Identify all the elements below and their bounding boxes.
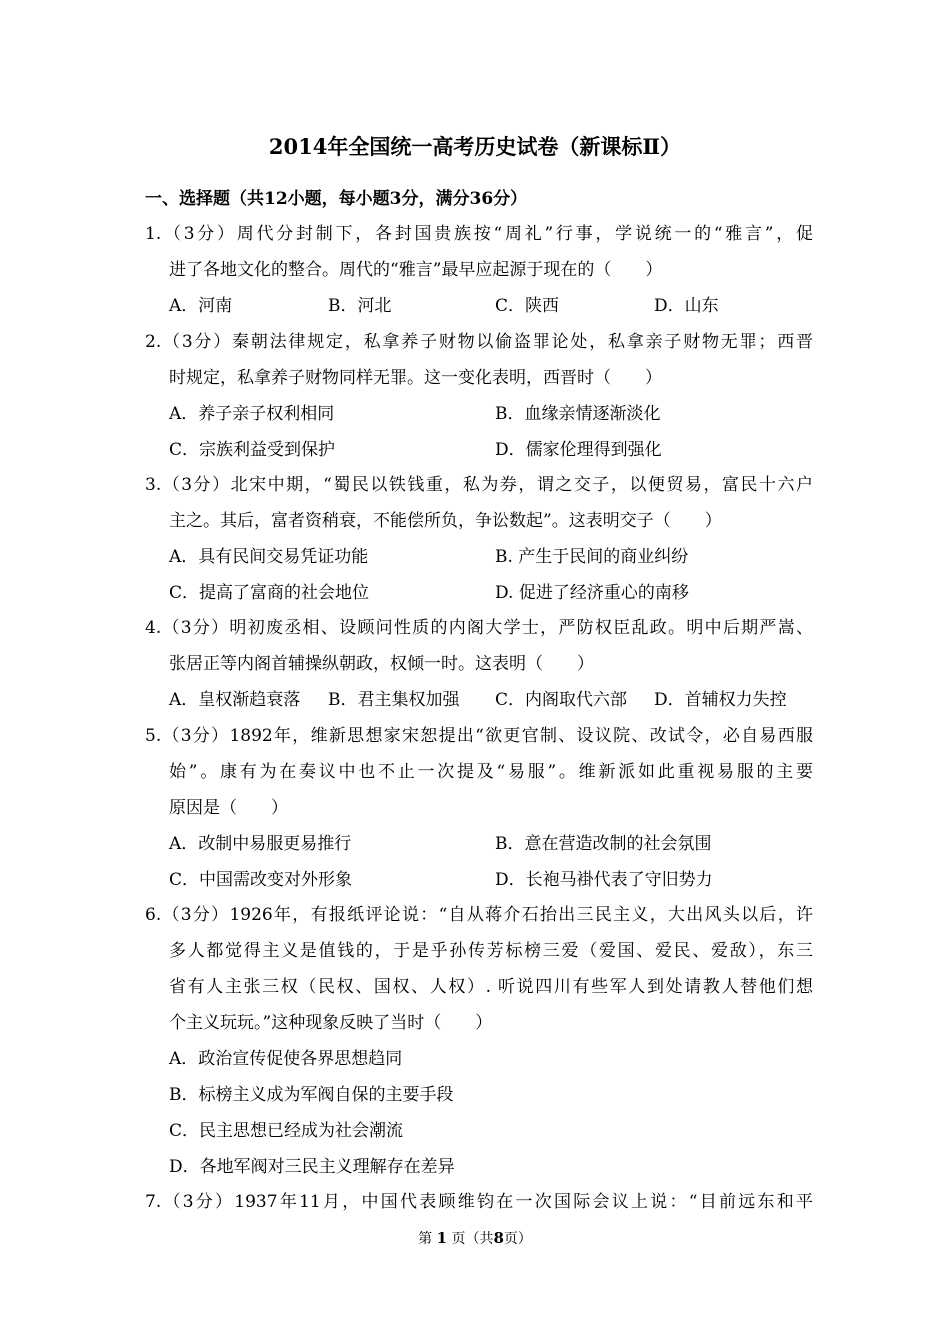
option-d: D．长袍马褂代表了守旧势力 xyxy=(495,870,713,890)
question-3 xyxy=(145,467,813,611)
question-stem-line: 主之。其后，富者资稍衰，不能偿所负，争讼数起”。这表明交子（ ） xyxy=(169,511,722,531)
question-1 xyxy=(145,216,813,324)
question-stem-line: 始”。康有为在奏议中也不止一次提及“易服”。维新派如此重视易服的主要 xyxy=(169,762,813,782)
option-d: D．各地军阀对三民主义理解存在差异 xyxy=(169,1157,455,1177)
option-c: C．提高了富商的社会地位 xyxy=(169,583,370,603)
question-2 xyxy=(145,324,813,468)
question-stem-line: 时规定，私拿养子财物同样无罪。这一变化表明，西晋时（ ） xyxy=(169,368,662,388)
question-stem-line: 4.（3分）明初废丞相、设顾问性质的内阁大学士，严防权臣乱政。明中后期严嵩、 xyxy=(145,618,813,638)
option-c: C．陕西 xyxy=(495,296,560,316)
options-row xyxy=(145,288,813,324)
option-d: D. 促进了经济重心的南移 xyxy=(495,583,689,603)
options-row xyxy=(145,682,813,718)
option-b: B．意在营造改制的社会氛围 xyxy=(495,834,712,854)
footer-middle: 页（共 xyxy=(451,1231,494,1247)
options-row xyxy=(145,575,813,611)
total-pages: 8 xyxy=(493,1229,504,1247)
question-stem-line: 进了各地文化的整合。周代的“雅言”最早应起源于现在的（ ） xyxy=(169,260,663,280)
option-b: B．河北 xyxy=(328,296,392,316)
options-row xyxy=(145,539,813,575)
option-b: B．血缘亲情逐渐淡化 xyxy=(495,404,661,424)
option-a: A．养子亲子权利相同 xyxy=(169,404,335,424)
option-b: B. 产生于民间的商业纠纷 xyxy=(495,547,689,567)
question-stem-line: 多人都觉得主义是值钱的，于是乎孙传芳标榜三爱（爱国、爱民、爱敌），东三 xyxy=(169,941,813,961)
option-c: C．宗族利益受到保护 xyxy=(169,440,336,460)
exam-title: 2014年全国统一高考历史试卷（新课标Ⅱ） xyxy=(268,134,682,159)
option-d: D．首辅权力失控 xyxy=(654,690,787,710)
option-d: D．山东 xyxy=(654,296,719,316)
options-row xyxy=(145,432,813,468)
option-c: C．内阁取代六部 xyxy=(495,690,628,710)
question-stem-line: 张居正等内阁首辅操纵朝政，权倾一时。这表明（ ） xyxy=(169,654,594,674)
footer-suffix: 页） xyxy=(503,1231,532,1247)
option-c: C．中国需改变对外形象 xyxy=(169,870,353,890)
options-row xyxy=(145,396,813,432)
question-stem-line: 原因是（ ） xyxy=(169,798,288,818)
question-stem-line: 省有人主张三权（民权、国权、人权）. 听说四川有些军人到处请教人替他们想 xyxy=(169,977,813,997)
option-a: A．皇权渐趋衰落 xyxy=(169,690,301,710)
options-row xyxy=(145,862,813,898)
page-number: 1 xyxy=(436,1229,447,1247)
option-d: D．儒家伦理得到强化 xyxy=(495,440,662,460)
option-a: A．河南 xyxy=(169,296,233,316)
question-stem-line: 个主义玩玩。”这种现象反映了当时（ ） xyxy=(169,1013,493,1033)
question-7 xyxy=(145,1184,813,1220)
question-stem-line: 5.（3分）1892年，维新思想家宋恕提出“欲更官制、设议院、改试令，必自易西服 xyxy=(145,726,813,746)
page-footer xyxy=(0,1226,950,1251)
option-a: A．具有民间交易凭证功能 xyxy=(169,547,369,567)
question-5 xyxy=(145,718,813,898)
question-stem-line: 2.（3分）秦朝法律规定，私拿养子财物以偷盗罪论处，私拿亲子财物无罪；西晋 xyxy=(145,332,813,352)
option-b: B．标榜主义成为军阀自保的主要手段 xyxy=(169,1085,454,1105)
question-6 xyxy=(145,897,813,1185)
question-stem-line: 3.（3分）北宋中期，“蜀民以铁钱重，私为券，谓之交子，以便贸易，富民十六户 xyxy=(145,475,813,495)
question-stem-line: 6.（3分）1926年，有报纸评论说：“自从蒋介石抬出三民主义，大出风头以后，许 xyxy=(145,905,813,925)
option-a: A．改制中易服更易推行 xyxy=(169,834,352,854)
question-stem-line: 1.（3分）周代分封制下，各封国贵族按“周礼”行事，学说统一的“雅言”，促 xyxy=(145,224,813,244)
option-b: B．君主集权加强 xyxy=(328,690,460,710)
options-row xyxy=(145,826,813,862)
section-heading: 一、选择题（共12小题，每小题3分，满分36分） xyxy=(145,189,528,209)
option-c: C．民主思想已经成为社会潮流 xyxy=(169,1121,404,1141)
question-stem-line: 7.（3分）1937年11月，中国代表顾维钧在一次国际会议上说：“目前远东和平 xyxy=(145,1192,813,1212)
question-4 xyxy=(145,610,813,718)
footer-prefix: 第 xyxy=(418,1231,433,1247)
option-a: A．政治宣传促使各界思想趋同 xyxy=(169,1049,403,1069)
